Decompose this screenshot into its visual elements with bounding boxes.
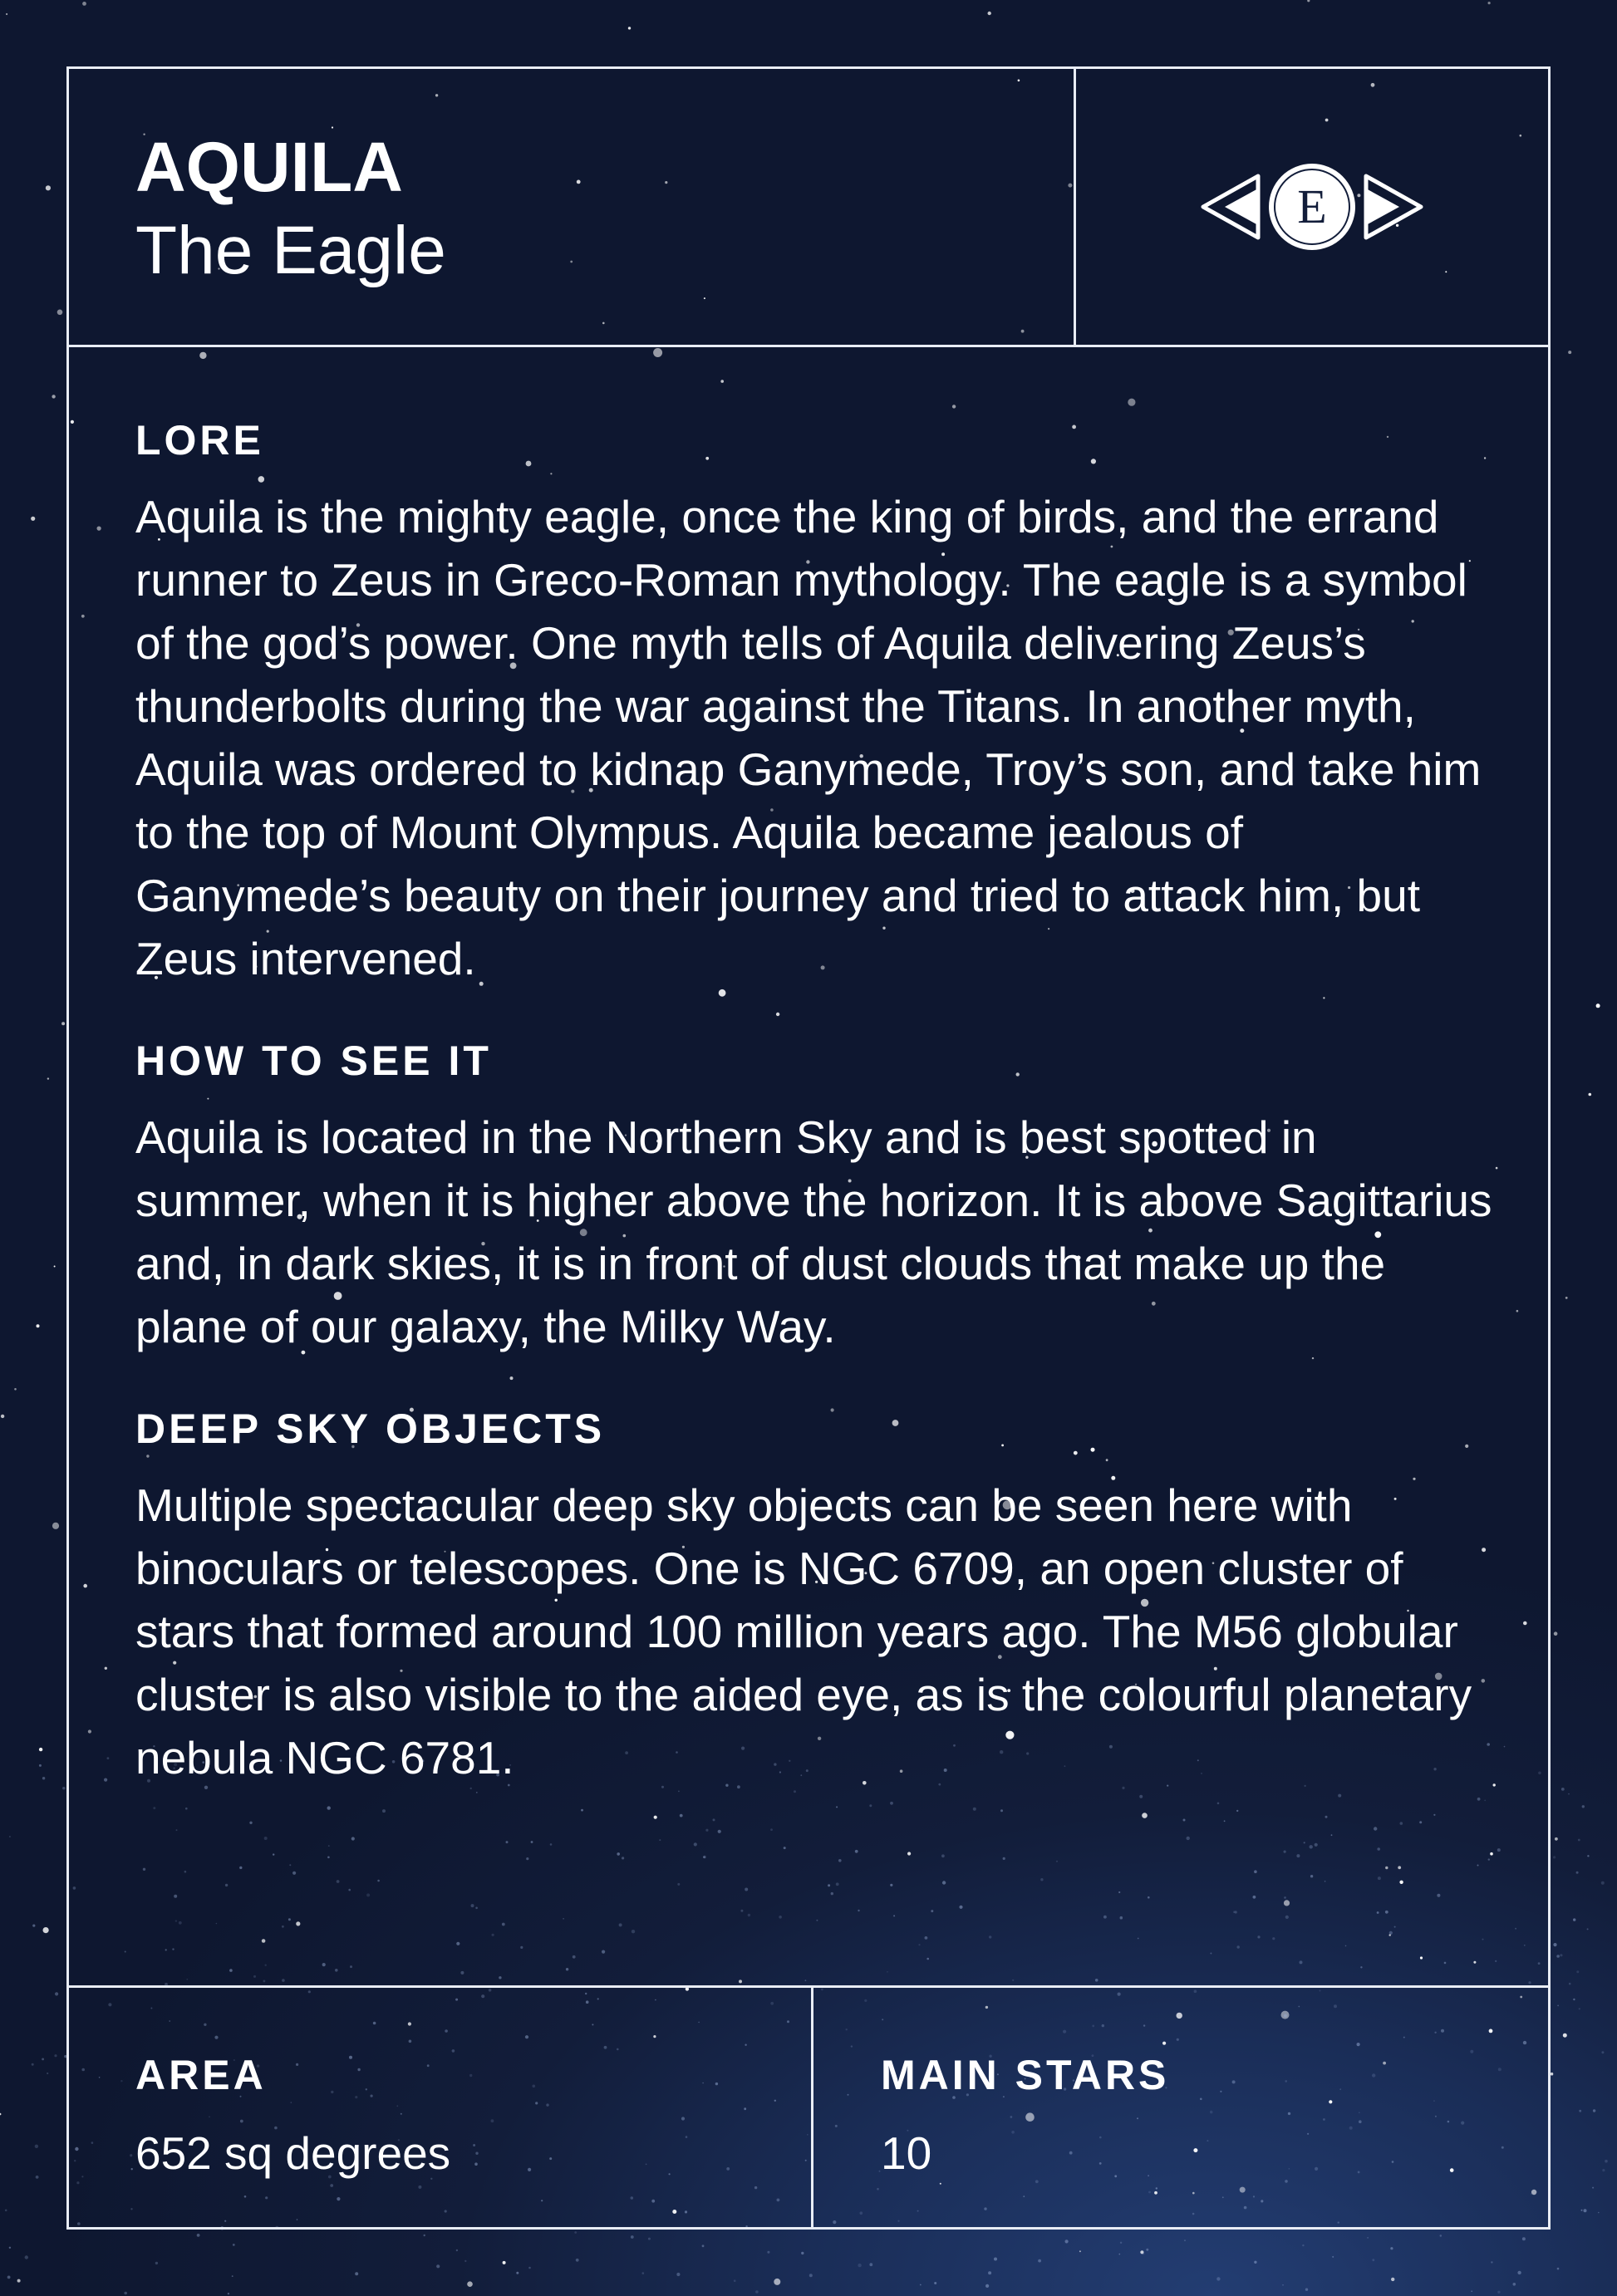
area-stat (69, 1988, 813, 2230)
winged-letter-emblem-icon (1200, 161, 1424, 253)
card-content (135, 418, 1498, 1837)
constellation-name: AQUILA (135, 128, 403, 206)
main-stars-value: 10 (881, 2127, 932, 2179)
area-label: AREA (135, 2052, 267, 2098)
main-stars-label: MAIN STARS (881, 2052, 1170, 2098)
how-to-see-text: Aquila is located in the Northern Sky and is best spotted in summer, when it is higher above the horizon. It is above Sagittarius and, in dark skies, it is in front of dust clouds that make up the plane of our galaxy, the Milky Way. (135, 1111, 1492, 1352)
logo-letter: E (1297, 179, 1327, 233)
how-to-see-heading: HOW TO SEE IT (135, 1038, 492, 1084)
card-header (69, 69, 1548, 347)
lore-heading: LORE (135, 417, 264, 464)
deep-sky-heading: DEEP SKY OBJECTS (135, 1406, 606, 1452)
area-value: 652 sq degrees (135, 2127, 451, 2179)
card-footer (69, 1985, 1548, 2230)
constellation-card (66, 66, 1551, 2230)
constellation-subtitle: The Eagle (135, 213, 446, 288)
main-stars-stat (813, 1988, 1548, 2230)
deep-sky-text: Multiple spectacular deep sky objects can be seen here with binoculars or telescopes. One is NGC 6709, an open cluster of stars that formed around 100 million years ago. The M56 globular cluster is also visible to the aided eye, as is the colourful planetary nebula NGC 6781. (135, 1479, 1472, 1783)
lore-text: Aquila is the mighty eagle, once the king of birds, and the errand runner to Zeus in Greco-Roman mythology. The eagle is a symbol of the god’s power. One myth tells of Aquila delivering Zeus’s thunderbolts during the war against the Titans. In another myth, Aquila was ordered to kidnap Ganymede, Troy’s son, and take him to the top of Mount Olympus. Aquila became jealous of Ganymede’s beauty on their journey and tried to attack him, but Zeus intervened. (135, 491, 1482, 984)
logo-cell (1076, 69, 1548, 345)
title-cell (69, 69, 1076, 345)
